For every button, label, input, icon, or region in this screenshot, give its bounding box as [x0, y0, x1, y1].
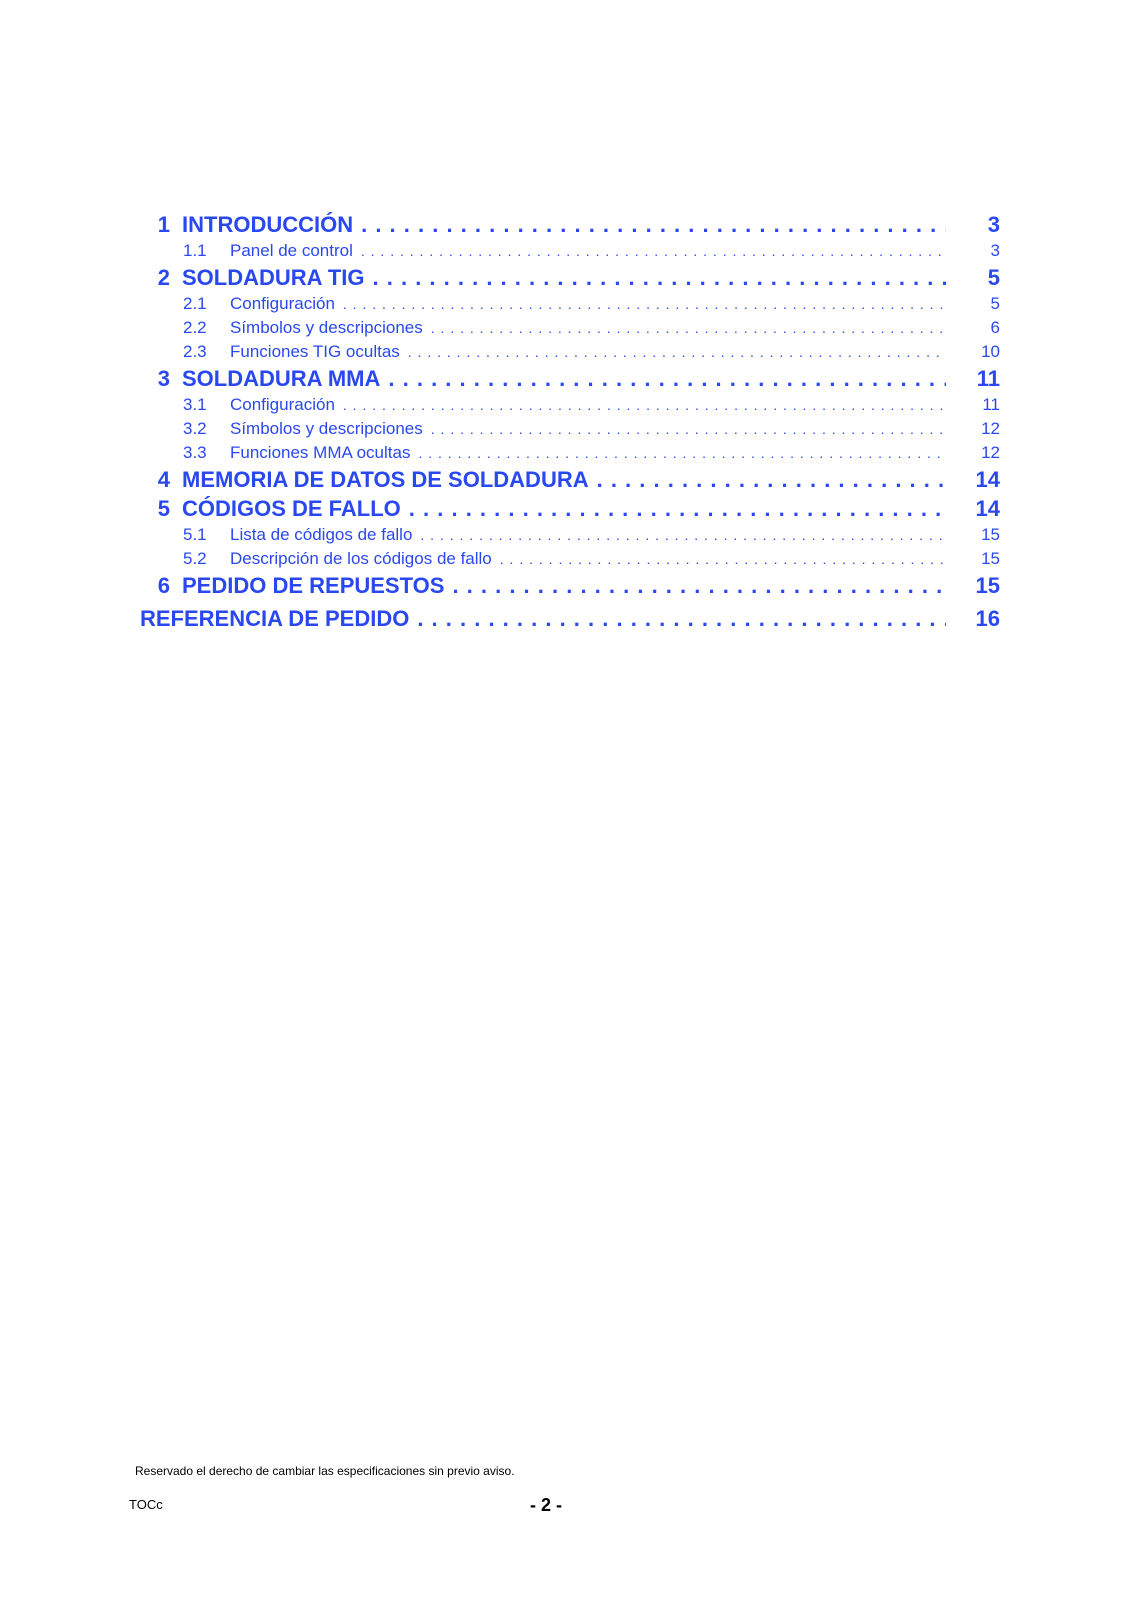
toc-entry-number: 5.2: [183, 549, 207, 568]
toc-entry-simbolos-mma[interactable]: [140, 417, 1000, 441]
toc-entry-number: 5.1: [183, 525, 207, 544]
toc-entry-page: 15: [981, 525, 1000, 544]
toc-entry-page: 5: [987, 265, 1000, 290]
toc-entry-page: 3: [987, 212, 1000, 237]
toc-entry-panel-de-control[interactable]: [140, 239, 1000, 263]
toc-entry-title: Configuración: [230, 395, 335, 414]
toc-dot-leader: [597, 465, 946, 494]
toc-entry-configuracion-mma[interactable]: [140, 393, 1000, 417]
toc-entry-number: 3: [157, 366, 170, 391]
toc-entry-number: 3.3: [183, 443, 207, 462]
toc-entry-title: Panel de control: [230, 241, 353, 260]
toc-entry-page: 16: [975, 606, 1000, 631]
toc-dot-leader: [343, 393, 946, 417]
footer-document-code: TOCc: [129, 1497, 163, 1512]
toc-entry-simbolos-tig[interactable]: [140, 316, 1000, 340]
toc-dot-leader: [420, 523, 946, 547]
toc-entry-page: 15: [981, 549, 1000, 568]
footer-disclaimer: Reservado el derecho de cambiar las especificaciones sin previo aviso.: [135, 1464, 515, 1478]
toc-dot-leader: [408, 340, 946, 364]
toc-entry-page: 3: [990, 241, 1000, 260]
toc-entry-descripcion-codigos[interactable]: [140, 547, 1000, 571]
toc-entry-number: 2.3: [183, 342, 207, 361]
toc-entry-title: Funciones MMA ocultas: [230, 443, 411, 462]
toc-entry-page: 15: [975, 573, 1000, 598]
toc-entry-number: 6: [157, 573, 170, 598]
toc-dot-leader: [452, 571, 946, 600]
toc-entry-title: Símbolos y descripciones: [230, 318, 423, 337]
toc-entry-page: 11: [976, 366, 1000, 391]
toc-entry-number: 2.2: [183, 318, 207, 337]
toc-entry-number: 2: [157, 265, 170, 290]
toc-entry-number: 4: [157, 467, 170, 492]
toc-entry-page: 12: [981, 443, 1000, 462]
toc-entry-number: 2.1: [183, 294, 207, 313]
toc-entry-soldadura-mma[interactable]: [140, 364, 1000, 393]
toc-entry-title: Funciones TIG ocultas: [230, 342, 400, 361]
toc-entry-title: SOLDADURA MMA: [182, 366, 381, 391]
toc-dot-leader: [409, 494, 946, 523]
toc-entry-title: Configuración: [230, 294, 335, 313]
toc-entry-number: 1.1: [183, 241, 207, 260]
toc-entry-title: Lista de códigos de fallo: [230, 525, 413, 544]
toc-entry-title: REFERENCIA DE PEDIDO: [140, 606, 410, 631]
toc-dot-leader: [431, 417, 946, 441]
toc-entry-referencia-de-pedido[interactable]: [140, 602, 1000, 635]
toc-entry-title: Símbolos y descripciones: [230, 419, 423, 438]
toc-entry-title: CÓDIGOS DE FALLO: [182, 496, 401, 521]
toc-entry-introduccion[interactable]: [140, 210, 1000, 239]
toc-entry-number: 5: [157, 496, 170, 521]
toc-entry-number: 3.1: [183, 395, 207, 414]
toc-entry-page: 12: [981, 419, 1000, 438]
toc-entry-page: 10: [981, 342, 1000, 361]
footer-page-number: - 2 -: [530, 1495, 563, 1515]
toc-entry-number: 3.2: [183, 419, 207, 438]
toc-entry-page: 11: [982, 395, 1000, 414]
toc-entry-configuracion-tig[interactable]: [140, 292, 1000, 316]
toc-entry-title: PEDIDO DE REPUESTOS: [182, 573, 445, 598]
toc-dot-leader: [418, 441, 946, 465]
toc-dot-leader: [343, 292, 946, 316]
toc-dot-leader: [431, 316, 946, 340]
toc-entry-title: SOLDADURA TIG: [182, 265, 365, 290]
toc-dot-leader: [388, 364, 946, 393]
toc-entry-page: 14: [975, 496, 1000, 521]
toc-entry-page: 14: [975, 467, 1000, 492]
toc-dot-leader: [361, 239, 946, 263]
toc-entry-pedido-de-repuestos[interactable]: [140, 571, 1000, 600]
toc-dot-leader: [417, 602, 946, 635]
toc-entry-title: INTRODUCCIÓN: [182, 212, 354, 237]
toc-entry-soldadura-tig[interactable]: [140, 263, 1000, 292]
toc-entry-title: Descripción de los códigos de fallo: [230, 549, 492, 568]
toc-dot-leader: [500, 547, 946, 571]
toc-entry-memoria-de-datos[interactable]: [140, 465, 1000, 494]
toc-entry-page: 6: [990, 318, 1000, 337]
toc-entry-number: 1: [157, 212, 170, 237]
toc-entry-funciones-mma-ocultas[interactable]: [140, 441, 1000, 465]
toc-dot-leader: [361, 210, 946, 239]
toc-entry-title: MEMORIA DE DATOS DE SOLDADURA: [182, 467, 589, 492]
toc-entry-lista-codigos[interactable]: [140, 523, 1000, 547]
toc-entry-codigos-de-fallo[interactable]: [140, 494, 1000, 523]
table-of-contents: [140, 210, 1000, 635]
toc-entry-funciones-tig-ocultas[interactable]: [140, 340, 1000, 364]
toc-entry-page: 5: [990, 294, 1000, 313]
toc-dot-leader: [373, 263, 946, 292]
